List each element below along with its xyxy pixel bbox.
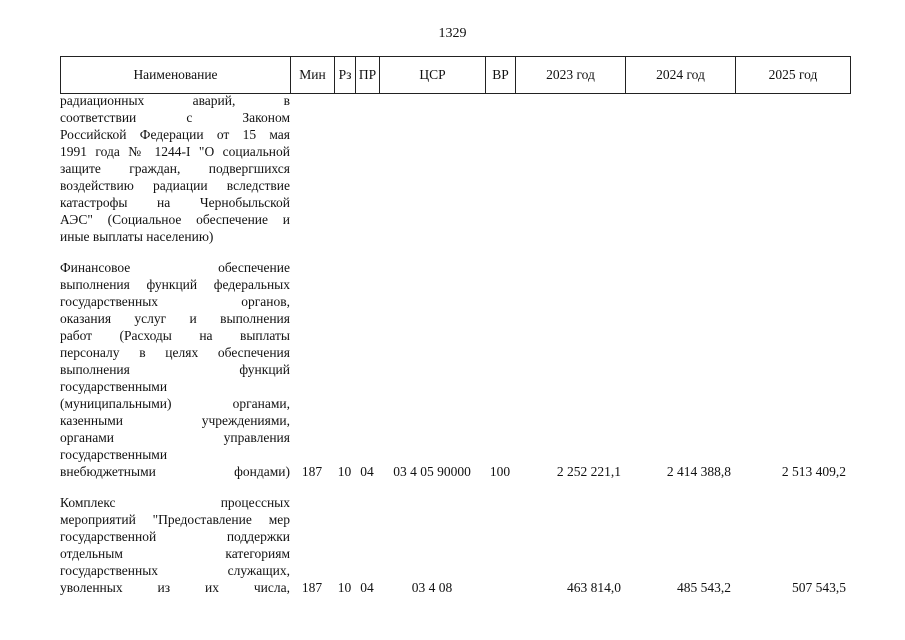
name-line: государственными (60, 379, 168, 394)
cell-min: 187 (301, 580, 323, 595)
header-2025: 2025 год (736, 57, 851, 94)
header-2023: 2023 год (516, 57, 626, 94)
cell-pr: 04 (360, 580, 374, 595)
name-line: государственной поддержки (60, 529, 290, 544)
row-gap (60, 480, 850, 494)
name-line: государственных органов, (60, 294, 290, 309)
cell-csr: 03 4 05 90000 (393, 464, 471, 479)
name-line: 1991 года № 1244-I "О социальной (60, 144, 290, 159)
name-line: (муниципальными) органами, (60, 396, 290, 411)
header-min: Мин (291, 57, 335, 94)
cell-2025: 2 513 409,2 (781, 464, 846, 479)
name-line: воздействию радиации вследствие (60, 178, 290, 193)
name-line: уволенных из их числа, (60, 580, 290, 595)
cell-2023: 463 814,0 (567, 580, 621, 595)
name-line: выполнения функций (60, 362, 290, 377)
name-line: Комплекс процессных (60, 495, 290, 510)
name-line: внебюджетными фондами) (60, 464, 290, 479)
name-line: мероприятий "Предоставление мер (60, 512, 290, 527)
name-line: иные выплаты населению) (60, 229, 214, 244)
table-row (60, 494, 850, 596)
name-line: радиационных аварий, в (60, 93, 290, 108)
table-body (60, 92, 850, 596)
name-line: защите граждан, подвергшихся (60, 161, 290, 176)
cell-csr: 03 4 08 (411, 580, 453, 595)
name-line: отдельным категориям (60, 546, 290, 561)
cell-name (60, 494, 290, 596)
header-2024: 2024 год (626, 57, 736, 94)
cell-name (60, 92, 290, 245)
name-line: работ (Расходы на выплаты (60, 328, 290, 343)
name-line: катастрофы на Чернобыльской (60, 195, 290, 210)
cell-2024: 2 414 388,8 (666, 464, 731, 479)
header-pr: ПР (356, 57, 380, 94)
cell-min: 187 (301, 464, 323, 479)
cell-2023: 2 252 221,1 (556, 464, 621, 479)
cell-name (60, 259, 290, 480)
name-line: Финансовое обеспечение (60, 260, 290, 275)
cell-2025: 507 543,5 (792, 580, 846, 595)
name-line: органами управления (60, 430, 290, 445)
cell-rz: 10 (337, 464, 352, 479)
name-line: соответствии с Законом (60, 110, 290, 125)
name-line: государственными (60, 447, 168, 462)
row-gap (60, 245, 850, 259)
name-line: АЭС" (Социальное обеспечение и (60, 212, 290, 227)
header-csr: ЦСР (380, 57, 486, 94)
cell-rz: 10 (337, 580, 352, 595)
table-header (60, 56, 851, 94)
cell-pr: 04 (360, 464, 374, 479)
cell-vr: 100 (489, 464, 511, 479)
table-row (60, 259, 850, 480)
header-vr: ВР (486, 57, 516, 94)
name-line: персоналу в целях обеспечения (60, 345, 290, 360)
name-line: государственных служащих, (60, 563, 290, 578)
name-line: выполнения функций федеральных (60, 277, 290, 292)
name-line: Российской Федерации от 15 мая (60, 127, 290, 142)
header-rz: Рз (335, 57, 356, 94)
page-number: 1329 (438, 26, 467, 41)
name-line: казенными учреждениями, (60, 413, 290, 428)
name-line: оказания услуг и выполнения (60, 311, 290, 326)
header-name: Наименование (61, 57, 291, 94)
cell-2024: 485 543,2 (677, 580, 731, 595)
table-row (60, 92, 850, 245)
